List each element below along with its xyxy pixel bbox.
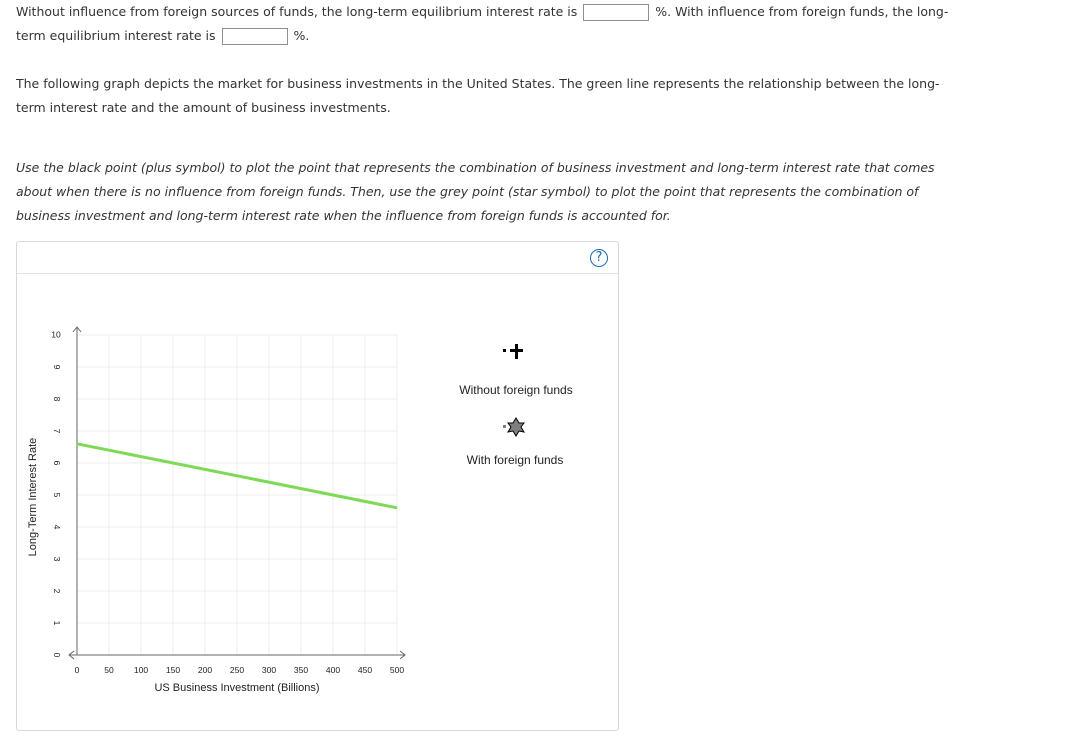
question-line-1: [16, 0, 948, 24]
description-line-2: term interest rate and the amount of business investments.: [16, 100, 391, 115]
instructions-line-1: Use the black point (plus symbol) to plot the point that represents the combination of business investment and long-term interest rate that comes: [16, 160, 935, 175]
y-tick-label: 6: [51, 460, 62, 466]
y-tick-label: 5: [51, 492, 62, 498]
x-tick-label: 150: [165, 665, 181, 675]
description-line-1: The following graph depicts the market for business investments in the United States. The green line represents the relationship between the long-: [16, 76, 940, 91]
y-tick-label: 9: [51, 364, 62, 370]
graph-panel: [16, 241, 619, 731]
instructions-line-2: about when there is no influence from foreign funds. Then, use the grey point (star symbol) to plot the point that represents the combination of: [16, 184, 919, 199]
x-tick-label: 300: [261, 665, 277, 675]
x-tick-label: 400: [325, 665, 341, 675]
x-tick-label: 50: [104, 665, 114, 675]
question-text-1a: Without influence from foreign sources of funds, the long-term equilibrium interest rate is: [16, 4, 578, 19]
graph-description: [16, 72, 940, 120]
y-tick-label: 4: [51, 524, 62, 530]
interest-rate-without-foreign-input[interactable]: [583, 4, 649, 21]
x-tick-label: 0: [74, 665, 80, 675]
y-axis-label: Long-Term Interest Rate: [27, 437, 39, 557]
y-tick-label: 2: [51, 588, 62, 594]
x-tick-label: 350: [293, 665, 309, 675]
instructions-line-3: business investment and long-term interest rate when the influence from foreign funds is accounted for.: [16, 208, 671, 223]
interest-rate-with-foreign-input[interactable]: [222, 28, 288, 45]
question-line-2: [16, 24, 309, 48]
y-tick-label: 7: [51, 428, 62, 434]
x-tick-label: 200: [197, 665, 213, 675]
question-text-2b: %.: [293, 28, 310, 43]
plot-instructions: [16, 156, 935, 228]
y-tick-label: 3: [51, 556, 62, 562]
graph-toolbar-divider: [17, 273, 618, 274]
y-tick-label: 8: [51, 396, 62, 402]
x-axis-label: US Business Investment (Billions): [154, 682, 320, 694]
question-text-1b: %. With influence from foreign funds, the long-: [655, 4, 949, 19]
x-tick-label: 250: [229, 665, 245, 675]
x-tick-label: 500: [389, 665, 405, 675]
y-tick-label: 1: [51, 620, 62, 626]
y-tick-label: 10: [51, 329, 61, 340]
x-tick-label: 450: [357, 665, 373, 675]
y-tick-label: 0: [51, 652, 62, 658]
x-tick-label: 100: [133, 665, 149, 675]
plus-tool-label: Without foreign funds: [459, 383, 573, 397]
question-circle-icon[interactable]: ?: [590, 249, 608, 267]
star-tool-label: With foreign funds: [466, 453, 564, 467]
question-text-2a: term equilibrium interest rate is: [16, 28, 216, 43]
